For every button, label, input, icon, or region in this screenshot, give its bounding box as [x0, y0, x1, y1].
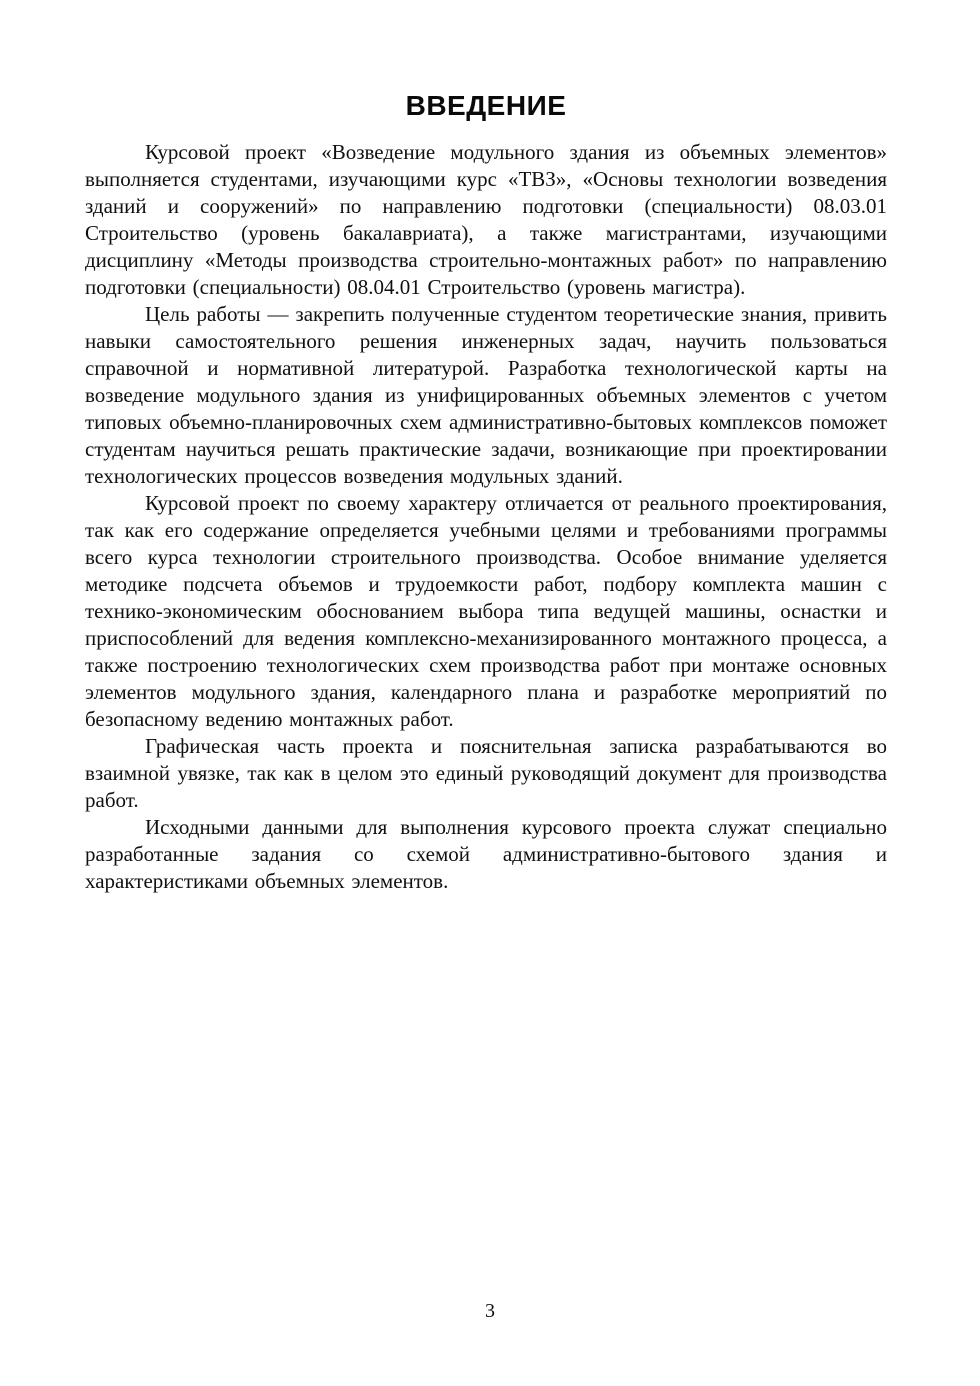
page-number: 3: [485, 1300, 495, 1322]
page-title: ВВЕДЕНИЕ: [405, 90, 567, 121]
paragraph: Исходными данными для выполнения курсового проекта служат специально разработанные задания со схемой административно-бытового здания и характеристиками объемных элементов.: [85, 815, 887, 893]
paragraph: Цель работы — закрепить полученные студентом теоретические знания, привить навыки самостоятельного решения инженерных задач, научить пользоваться справочной и нормативной литературой. Разработка технологической карты на возведение модульного здания из унифицированных объемных элементов с учетом типовых объемно-планировочных схем административно-бытовых комплексов поможет студентам научиться решать практические задачи, возникающие при проектировании технологических процессов возведения модульных зданий.: [85, 302, 887, 488]
paragraph: Курсовой проект по своему характеру отличается от реального проектирования, так как его содержание определяется учебными целями и требованиями программы всего курса технологии строительного производства. Особое внимание уделяется методике подсчета объемов и трудоемкости работ, подбору комплекта машин с технико-экономическим обоснованием выбора типа ведущей машины, оснастки и приспособлений для ведения комплексно-механизированного монтажного процесса, а также построению технологических схем производства работ при монтаже основных элементов модульного здания, календарного плана и разработке мероприятий по безопасному ведению монтажных работ.: [85, 491, 887, 731]
paragraph: Графическая часть проекта и пояснительная записка разрабатываются во взаимной увязке, так как в целом это единый руководящий документ для производства работ.: [85, 734, 887, 812]
body-text: [85, 139, 887, 895]
paragraph: Курсовой проект «Возведение модульного здания из объемных элементов» выполняется студентами, изучающими курс «ТВЗ», «Основы технологии возведения зданий и сооружений» по направлению подготовки (специальности) 08.03.01 Строительство (уровень бакалавриата), а также магистрантами, изучающими дисциплину «Методы производства строительно-монтажных работ» по направлению подготовки (специальности) 08.04.01 Строительство (уровень магистра).: [85, 140, 887, 299]
